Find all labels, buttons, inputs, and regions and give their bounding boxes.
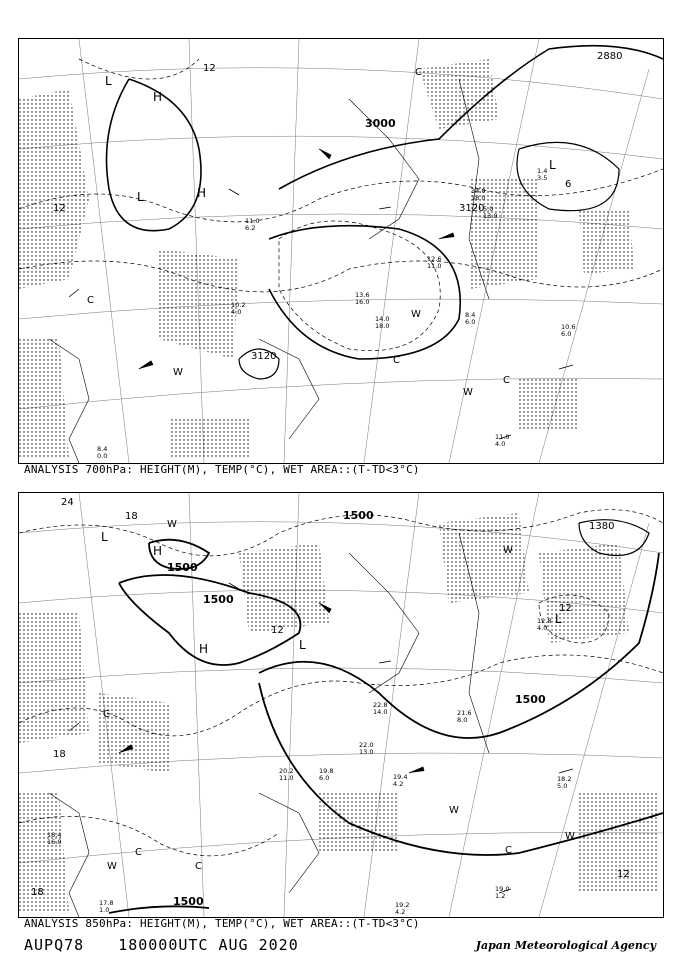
high-center: H (199, 642, 209, 656)
station-obs: 22.0 (359, 741, 374, 749)
station-obs: 19.2 (395, 901, 410, 909)
high-center: H (153, 544, 163, 558)
cold-mark: C (415, 67, 422, 78)
station-obs: 21.6 (457, 709, 472, 717)
temp-label: 18 (53, 749, 66, 760)
warm-mark: W (411, 309, 421, 320)
cold-mark: C (505, 845, 512, 856)
station-obs: 6.2 (245, 224, 256, 232)
temp-label: 12 (559, 603, 572, 614)
station-obs: 4.0 (495, 440, 506, 448)
station-obs: 8.0 (457, 716, 468, 724)
station-obs: 13.6 (355, 291, 370, 299)
height-label: 1500 (343, 509, 374, 522)
cold-mark: C (195, 861, 202, 872)
station-obs: 11.0 (245, 217, 260, 225)
temp-label: 24 (61, 497, 74, 508)
height-label: 3120 (251, 351, 277, 362)
warm-mark: W (173, 367, 183, 378)
station-obs: 5.0 (483, 205, 494, 213)
height-label: 1500 (173, 895, 204, 908)
station-obs: 17.8 (99, 899, 114, 907)
low-center: L (555, 612, 562, 626)
station-obs: 16.0 (355, 298, 370, 306)
station-obs: 12.6 (427, 255, 442, 263)
station-obs: 11.0 (279, 774, 294, 782)
station-obs: 34.0 (471, 187, 486, 195)
panel-caption-700hpa: ANALYSIS 700hPa: HEIGHT(M), TEMP(°C), WET AREA::(T-TD<3°C) (24, 463, 420, 476)
station-obs: 19.0 (495, 885, 510, 893)
temp-label: 12 (617, 869, 630, 880)
height-label: 1500 (167, 561, 198, 574)
chart-code: AUPQ78 (24, 936, 85, 954)
temp-label: 12 (53, 203, 66, 214)
cold-mark: C (393, 355, 400, 366)
wet-areas (19, 513, 659, 913)
agency-credit: Japan Meteorological Agency (475, 939, 656, 952)
station-obs: 19.8 (319, 767, 334, 775)
panel-caption-850hpa: ANALYSIS 850hPa: HEIGHT(M), TEMP(°C), WET AREA::(T-TD<3°C) (24, 917, 420, 930)
coastlines (49, 79, 489, 463)
warm-mark: W (463, 387, 473, 398)
height-label: 3120 (459, 203, 485, 214)
temp-label: 6 (565, 179, 572, 190)
station-obs: 1.2 (495, 892, 506, 900)
low-center: L (137, 190, 144, 204)
station-obs: 6.0 (561, 330, 572, 338)
station-obs: 4.0 (537, 624, 548, 632)
station-obs: 6.0 (465, 318, 476, 326)
station-obs: 3.5 (537, 174, 548, 182)
station-obs: 18.2 (557, 775, 572, 783)
high-center: H (153, 90, 163, 104)
station-obs: 18.4 (47, 831, 62, 839)
warm-mark: W (167, 519, 177, 530)
station-obs: 1.4 (537, 167, 548, 175)
station-obs: 0.0 (97, 452, 108, 460)
station-obs: 18.0 (471, 194, 486, 202)
map-700hpa-svg (19, 39, 663, 463)
cold-mark: C (103, 709, 110, 720)
station-obs: 10.2 (231, 301, 246, 309)
station-obs: 16.0 (47, 838, 62, 846)
temp-label: 12 (203, 63, 216, 74)
station-obs: 4.2 (395, 908, 406, 916)
station-obs: 1.0 (99, 906, 110, 914)
low-center: L (101, 530, 108, 544)
warm-mark: W (449, 805, 459, 816)
station-obs: 6.0 (319, 774, 330, 782)
station-obs: 4.2 (393, 780, 404, 788)
warm-mark: W (107, 861, 117, 872)
station-obs: 4.0 (231, 308, 242, 316)
temp-label: 18 (125, 511, 138, 522)
height-label: 3000 (365, 117, 396, 130)
height-label: 1500 (203, 593, 234, 606)
temp-label: 18 (31, 887, 44, 898)
station-obs: 11.0 (495, 433, 510, 441)
map-panel-850hpa (18, 492, 664, 918)
station-obs: 22.8 (373, 701, 388, 709)
valid-time: 180000UTC AUG 2020 (118, 936, 299, 954)
station-obs: 20.2 (279, 767, 294, 775)
height-label: 2880 (597, 51, 623, 62)
warm-mark: W (565, 831, 575, 842)
height-label: 1500 (515, 693, 546, 706)
station-obs: 19.4 (393, 773, 408, 781)
station-obs: 12.8 (537, 617, 552, 625)
station-obs: 11.0 (427, 262, 442, 270)
low-center: L (299, 638, 306, 652)
warm-mark: W (503, 545, 513, 556)
chart-identifier (24, 936, 299, 954)
station-obs: 8.4 (465, 311, 476, 319)
map-panel-700hpa (18, 38, 664, 464)
cold-mark: C (87, 295, 94, 306)
station-obs: 14.0 (375, 315, 390, 323)
station-obs: 14.0 (373, 708, 388, 716)
height-label: 1380 (589, 521, 615, 532)
high-center: H (197, 186, 207, 200)
cold-mark: C (503, 375, 510, 386)
cold-mark: C (135, 847, 142, 858)
low-center: L (105, 74, 112, 88)
isotherms (19, 59, 663, 351)
station-obs: 13.0 (483, 212, 498, 220)
station-obs: 5.0 (557, 782, 568, 790)
station-obs: 18.0 (375, 322, 390, 330)
station-obs: 13.0 (359, 748, 374, 756)
map-850hpa-svg (19, 493, 663, 917)
station-obs: 10.6 (561, 323, 576, 331)
station-obs: 8.4 (97, 445, 108, 453)
low-center: L (549, 158, 556, 172)
temp-label: 12 (271, 625, 284, 636)
